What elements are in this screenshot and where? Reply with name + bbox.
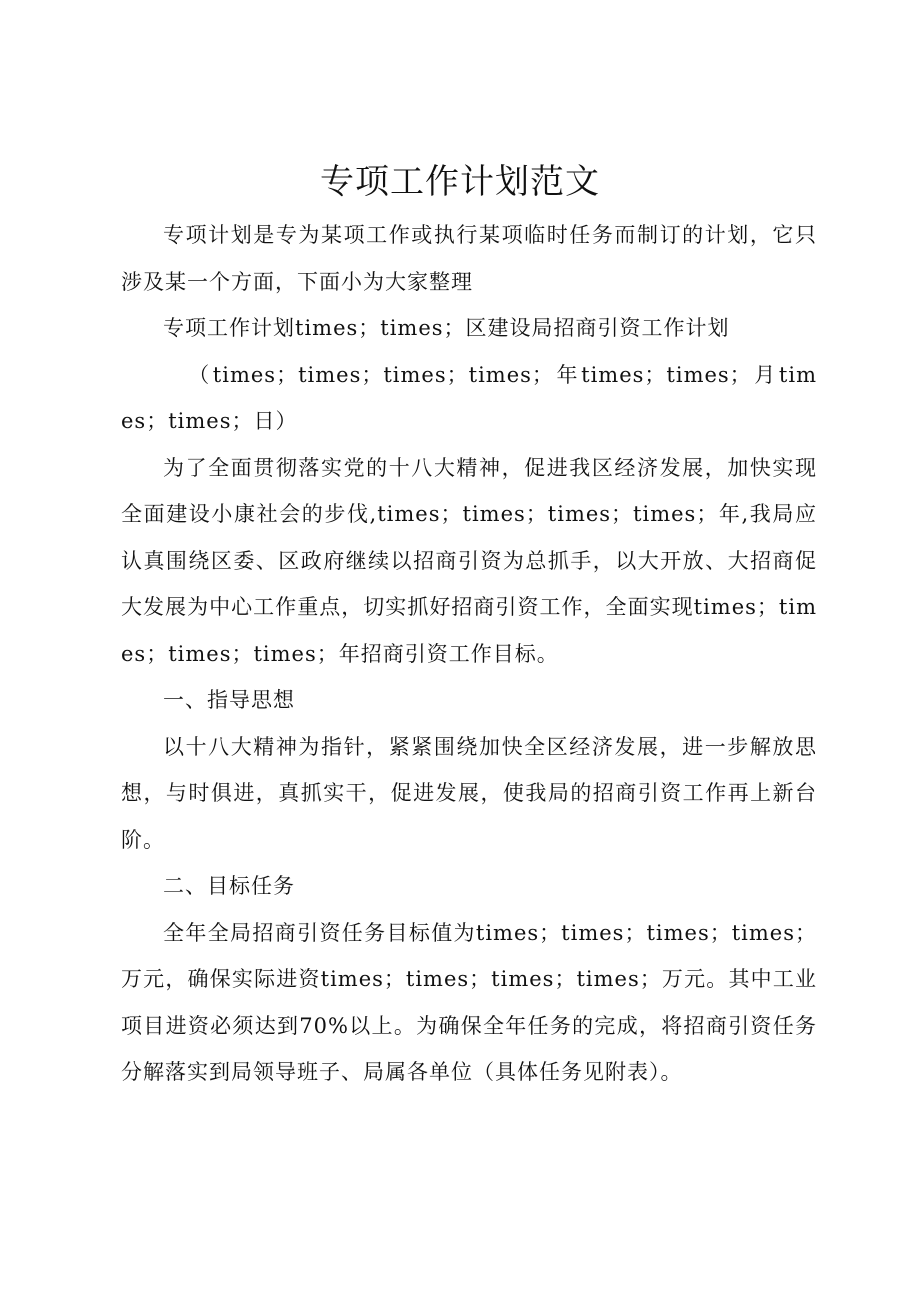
plan-title-paragraph: 专项工作计划times；times；区建设局招商引资工作计划 xyxy=(163,316,730,340)
section-paragraph-targets: 全年全局招商引资任务目标值为times；times；times；times；万元，确保实际进资times；times；times；times；万元。其中工业项目进资必须达到70%以上。为确保全年任务的完成，将招商引资任务分解落实到局领导班子、局属各单位（具体任务见附表）。 xyxy=(121,920,817,1084)
document-body xyxy=(121,212,817,1096)
intro-paragraph: 专项计划是专为某项工作或执行某项临时任务而制订的计划，它只涉及某一个方面，下面小为大家整理 xyxy=(121,223,817,294)
section-heading-guiding-thought: 一、指导思想 xyxy=(163,688,295,712)
document-title: 专项工作计划范文 xyxy=(320,162,600,202)
body-paragraph-1: 为了全面贯彻落实党的十八大精神，促进我区经济发展，加快实现全面建设小康社会的步伐,times；times；times；times；年,我局应认真围绕区委、区政府继续以招商引资为总抓手，以大开放、大招商促大发展为中心工作重点，切实抓好招商引资工作，全面实现times；times；times；times；年招商引资工作目标。 xyxy=(121,455,817,666)
section-paragraph-guiding-thought: 以十八大精神为指针，紧紧围绕加快全区经济发展，进一步解放思想，与时俱进，真抓实干，促进发展，使我局的招商引资工作再上新台阶。 xyxy=(121,734,817,852)
plan-date-paragraph: （times；times；times；times；年times；times；月times；times；日） xyxy=(121,362,817,433)
section-heading-targets: 二、目标任务 xyxy=(163,874,295,898)
